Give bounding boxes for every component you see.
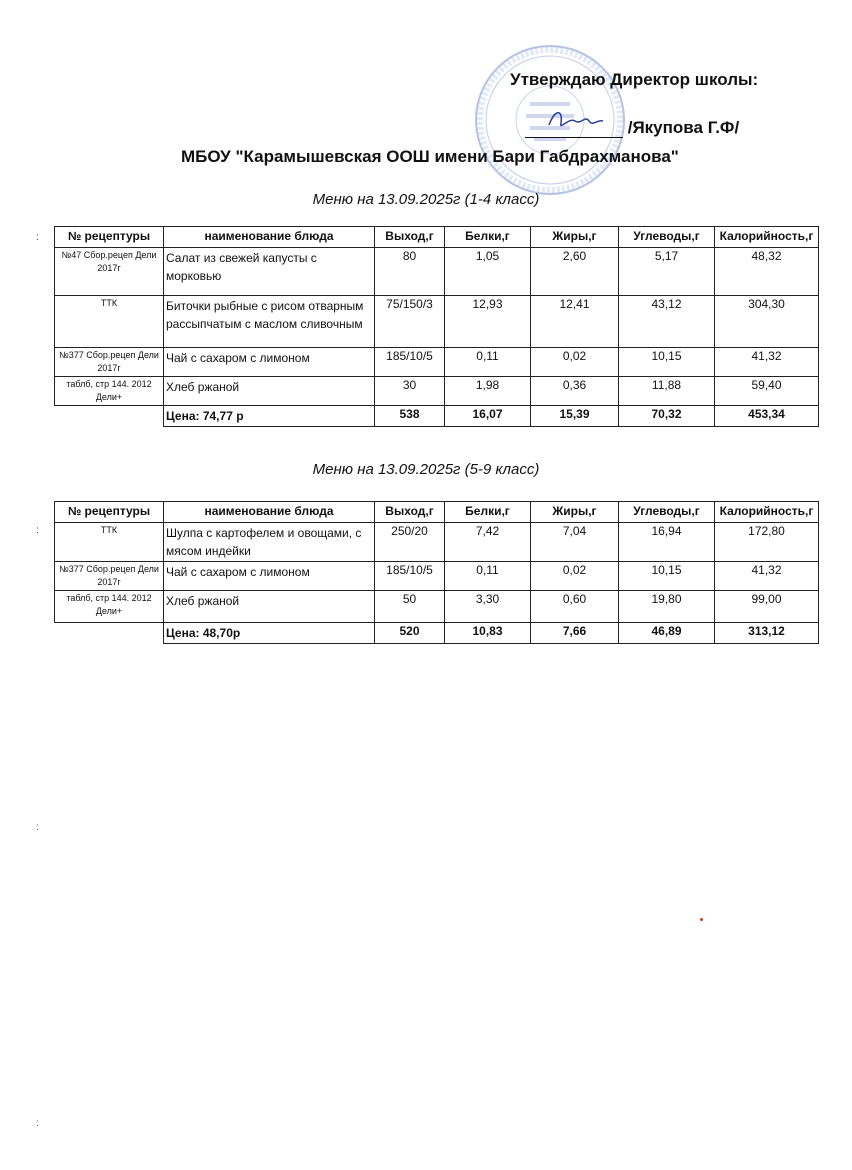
kcal-cell: 48,32: [715, 248, 819, 296]
fat-cell: 0,02: [531, 348, 619, 377]
col-header: Белки,г: [445, 227, 531, 248]
col-header: Углеводы,г: [619, 502, 715, 523]
table-row: [55, 523, 819, 562]
total-row: [55, 406, 819, 427]
price-cell: Цена: 48,70р: [164, 623, 375, 644]
recipe-cell: ТТК: [55, 296, 164, 348]
dish-cell: Чай с сахаром с лимоном: [164, 348, 375, 377]
scan-speck: [700, 918, 703, 921]
table-row: [55, 296, 819, 348]
dish-cell: Биточки рыбные с рисом отварным рассыпчатым с маслом сливочным: [164, 296, 375, 348]
scan-edge-mark: :: [36, 822, 39, 833]
table-row: [55, 377, 819, 406]
signature-underline: [525, 121, 623, 138]
fat-cell: 12,41: [531, 296, 619, 348]
blank-cell: [55, 623, 164, 644]
recipe-cell: таблб, стр 144. 2012 Дели+: [55, 591, 164, 623]
blank-cell: [55, 406, 164, 427]
recipe-cell: №47 Сбор.рецеп Дели 2017г: [55, 248, 164, 296]
menu-table-5-9: [54, 501, 819, 644]
total-carb: 70,32: [619, 406, 715, 427]
output-cell: 30: [375, 377, 445, 406]
dish-cell: Хлеб ржаной: [164, 591, 375, 623]
kcal-cell: 172,80: [715, 523, 819, 562]
col-header: Белки,г: [445, 502, 531, 523]
carb-cell: 10,15: [619, 348, 715, 377]
table-header-row: [55, 227, 819, 248]
total-kcal: 313,12: [715, 623, 819, 644]
dish-cell: Чай с сахаром с лимоном: [164, 562, 375, 591]
kcal-cell: 99,00: [715, 591, 819, 623]
table-row: [55, 348, 819, 377]
protein-cell: 12,93: [445, 296, 531, 348]
scan-edge-mark: :: [36, 1118, 39, 1129]
fat-cell: 0,36: [531, 377, 619, 406]
carb-cell: 10,15: [619, 562, 715, 591]
table-row: [55, 591, 819, 623]
signature-name: /Якупова Г.Ф/: [627, 118, 740, 137]
table-header-row: [55, 502, 819, 523]
output-cell: 185/10/5: [375, 348, 445, 377]
total-row: [55, 623, 819, 644]
protein-cell: 0,11: [445, 348, 531, 377]
output-cell: 250/20: [375, 523, 445, 562]
total-output: 520: [375, 623, 445, 644]
total-protein: 16,07: [445, 406, 531, 427]
total-fat: 7,66: [531, 623, 619, 644]
total-protein: 10,83: [445, 623, 531, 644]
output-cell: 80: [375, 248, 445, 296]
kcal-cell: 59,40: [715, 377, 819, 406]
col-header: Жиры,г: [531, 227, 619, 248]
col-header: № рецептуры: [55, 502, 164, 523]
signature-line: [525, 118, 739, 138]
carb-cell: 43,12: [619, 296, 715, 348]
menu-table-1-4: [54, 226, 819, 427]
col-header: Калорийность,г: [715, 502, 819, 523]
recipe-cell: ТТК: [55, 523, 164, 562]
protein-cell: 3,30: [445, 591, 531, 623]
total-kcal: 453,34: [715, 406, 819, 427]
kcal-cell: 41,32: [715, 562, 819, 591]
col-header: № рецептуры: [55, 227, 164, 248]
carb-cell: 11,88: [619, 377, 715, 406]
output-cell: 185/10/5: [375, 562, 445, 591]
carb-cell: 16,94: [619, 523, 715, 562]
fat-cell: 0,60: [531, 591, 619, 623]
kcal-cell: 304,30: [715, 296, 819, 348]
fat-cell: 7,04: [531, 523, 619, 562]
col-header: Жиры,г: [531, 502, 619, 523]
protein-cell: 1,98: [445, 377, 531, 406]
col-header: Углеводы,г: [619, 227, 715, 248]
total-fat: 15,39: [531, 406, 619, 427]
school-title: МБОУ "Карамышевская ООШ имени Бари Габдрахманова": [181, 147, 679, 166]
total-carb: 46,89: [619, 623, 715, 644]
col-header: наименование блюда: [164, 502, 375, 523]
carb-cell: 5,17: [619, 248, 715, 296]
dish-cell: Салат из свежей капусты с морковью: [164, 248, 375, 296]
col-header: Калорийность,г: [715, 227, 819, 248]
protein-cell: 0,11: [445, 562, 531, 591]
col-header: Выход,г: [375, 502, 445, 523]
handwritten-signature: [545, 107, 605, 133]
col-header: наименование блюда: [164, 227, 375, 248]
dish-cell: Хлеб ржаной: [164, 377, 375, 406]
scan-edge-mark: :: [36, 525, 39, 536]
fat-cell: 0,02: [531, 562, 619, 591]
table-row: [55, 248, 819, 296]
table-row: [55, 562, 819, 591]
recipe-cell: таблб, стр 144. 2012 Дели+: [55, 377, 164, 406]
protein-cell: 7,42: [445, 523, 531, 562]
col-header: Выход,г: [375, 227, 445, 248]
scan-edge-mark: :: [36, 232, 39, 243]
fat-cell: 2,60: [531, 248, 619, 296]
menu-title-1-4: Меню на 13.09.2025г (1-4 класс): [312, 191, 540, 208]
total-output: 538: [375, 406, 445, 427]
carb-cell: 19,80: [619, 591, 715, 623]
output-cell: 50: [375, 591, 445, 623]
protein-cell: 1,05: [445, 248, 531, 296]
recipe-cell: №377 Сбор.рецеп Дели 2017г: [55, 348, 164, 377]
menu-title-5-9: Меню на 13.09.2025г (5-9 класс): [312, 461, 540, 478]
approval-heading: Утверждаю Директор школы:: [510, 70, 759, 89]
dish-cell: Шулпа с картофелем и овощами, с мясом индейки: [164, 523, 375, 562]
output-cell: 75/150/3: [375, 296, 445, 348]
price-cell: Цена: 74,77 р: [164, 406, 375, 427]
recipe-cell: №377 Сбор.рецеп Дели 2017г: [55, 562, 164, 591]
kcal-cell: 41,32: [715, 348, 819, 377]
